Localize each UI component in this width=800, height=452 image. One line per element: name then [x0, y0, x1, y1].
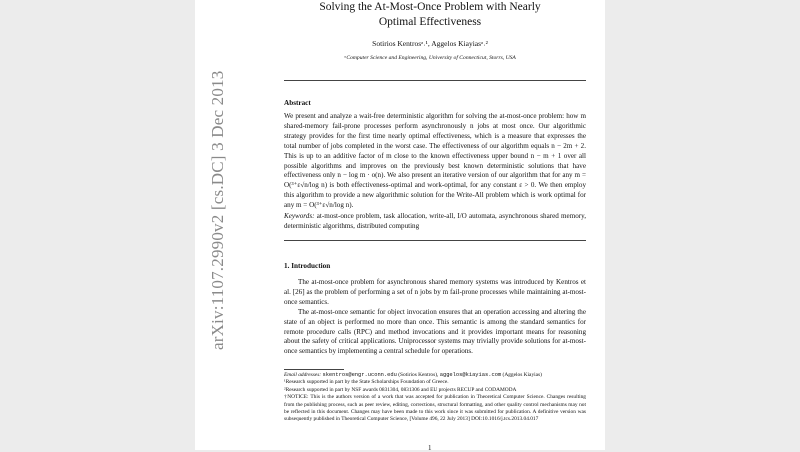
footnotes — [284, 372, 586, 424]
footnote-2: ²Research supported in part by NSF awards 0831304, 0831306 and EU projects RECUP and CODAMODA — [284, 386, 517, 393]
affiliation: ᵃComputer Science and Engineering, University of Connecticut, Storrs, USA — [344, 55, 516, 61]
keywords-text: at-most-once problem, task allocation, write-all, I/O automata, asynchronous shared memory, deterministic algorithms, distributed computing — [284, 212, 586, 230]
keywords — [284, 212, 586, 232]
keywords-label: Keywords: — [284, 212, 315, 220]
email-owner: (Aggelos Kiayias) — [502, 372, 542, 378]
paper-title: Solving the At-Most-Once Problem with Nearly Optimal Effectiveness — [319, 1, 541, 28]
intro-paragraph: The at-most-once semantic for object invocation ensures that an operation accessing and altering the state of an object is performed no more than once. This semantic is among the standard semantics for remote procedure calls (RPC) and method invocations and it provides important means for reasoning about the safety of critical applications. Uniprocessor systems may trivially provide solutions for at-most-once semantics by implementing a central schedule for operations. — [284, 307, 586, 356]
email-owner: (Sotirios Kentros), — [398, 372, 439, 378]
footnote-rule — [284, 369, 344, 370]
notice-footnote: †NOTICE: This is the authors version of a work that was accepted for publication in Theoretical Computer Science. Changes resulting from the publishing process, such as peer review, editing, corrections, structural formatting, and other quality control mechanisms may not be reflected in this document. Changes may have been made to this work since it was submitted for publication. A definitive version was subsequently published in Theoretical Computer Science, [Volume 496, 22 July 2013] DOI:10.1016/j.tcs.2013.04.017 — [284, 394, 586, 423]
email-link[interactable]: skentros@engr.uconn.edu — [322, 372, 397, 378]
arxiv-stamp: arXiv:1107.2990v2 [cs.DC] 3 Dec 2013 — [208, 70, 227, 350]
abstract-text: We present and analyze a wait-free deterministic algorithm for solving the at-most-once problem: how m shared-memory fail-prone processes perform asynchronously n jobs at most once. Our algorithmic strategy provides for the first time nearly optimal effectiveness, which is a measure that expresses the total number of jobs completed in the worst case. The effectiveness of our algorithm equals n − 2m + 2. This is up to an additive factor of m close to the known effectiveness upper bound n − m + 1 over all possible algorithms and improves on the previously best known deterministic solutions that have effectiveness only n − log m · o(n). We also present an iterative version of our algorithm that for any m = O(³⁺ε√n/log n) is both effectiveness-optimal and work-optimal, for any constant ε > 0. We then employ this algorithm to provide a new algorithmic solution for the Write-All problem which is work optimal for any m = O(³⁺ε√n/log n). — [284, 112, 586, 210]
footnote-1: ¹Research supported in part by the State Scholarships Foundation of Greece. — [284, 379, 449, 386]
abstract-bottom-rule — [284, 240, 586, 241]
email-link[interactable]: aggelos@kiayias.com — [439, 372, 502, 378]
author-list: Sotirios Kentrosᵃ˒¹, Aggelos Kiayiasᵃ˒² — [372, 39, 488, 48]
abstract-top-rule — [284, 80, 586, 81]
page-number: 1 — [428, 444, 432, 452]
introduction-body — [284, 278, 586, 357]
abstract-heading: Abstract — [284, 99, 311, 107]
email-label: Email addresses: — [284, 372, 322, 378]
section-heading-introduction: 1. Introduction — [284, 262, 331, 270]
intro-paragraph: The at-most-once problem for asynchronous shared memory systems was introduced by Kentros et al. [26] as the problem of performing a set of n jobs by m fail-prone processes while maintaining at-most-once semantics. — [284, 278, 586, 306]
